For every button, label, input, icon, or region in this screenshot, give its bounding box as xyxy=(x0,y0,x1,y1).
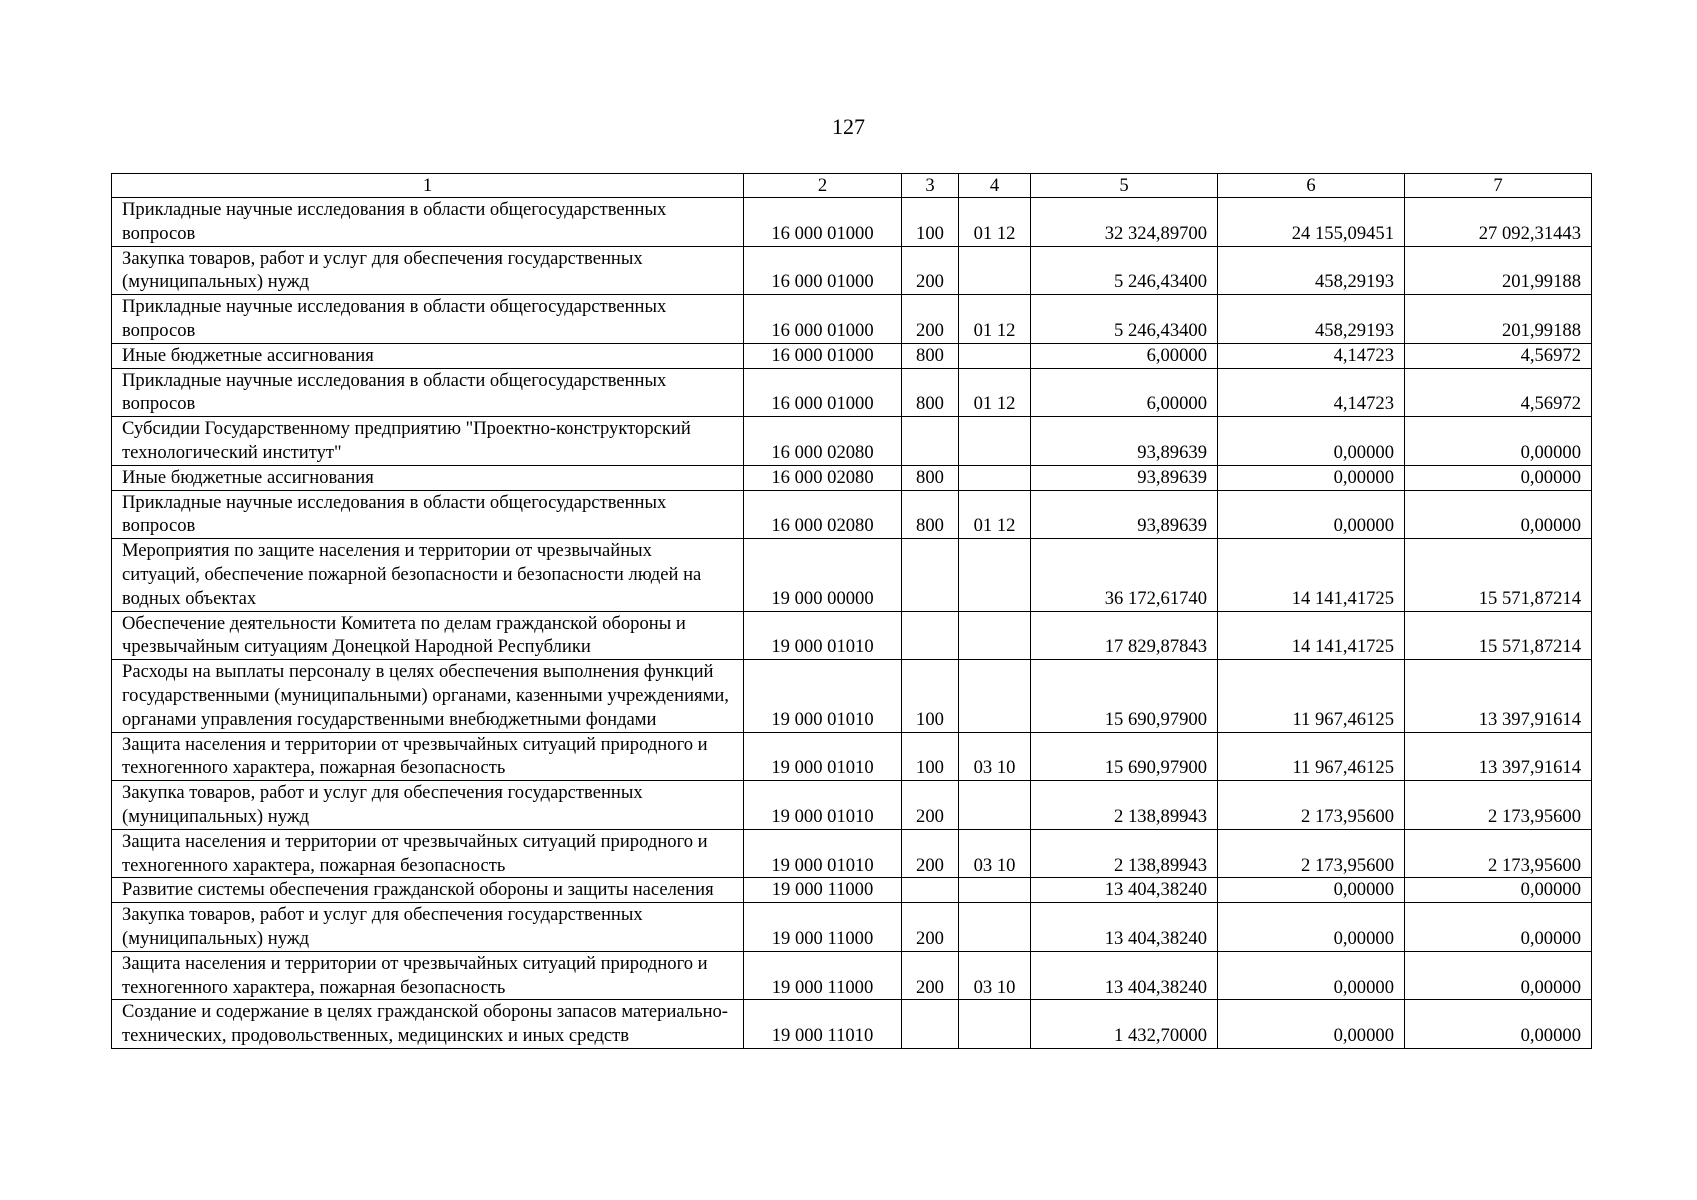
amount-col6: 14 141,41725 xyxy=(1218,539,1405,611)
section-code: 01 12 xyxy=(959,368,1031,417)
amount-col6: 11 967,46125 xyxy=(1218,660,1405,732)
amount-col7: 2 173,95600 xyxy=(1405,781,1592,830)
expense-name: Закупка товаров, работ и услуг для обеспечения государственных (муниципальных) нужд xyxy=(112,781,744,830)
amount-col5: 6,00000 xyxy=(1031,368,1218,417)
amount-col6: 14 141,41725 xyxy=(1218,611,1405,660)
section-code: 01 12 xyxy=(959,295,1031,344)
expense-name: Иные бюджетные ассигнования xyxy=(112,343,744,368)
target-article-code: 16 000 01000 xyxy=(744,198,902,247)
amount-col6: 2 173,95600 xyxy=(1218,829,1405,878)
target-article-code: 19 000 11010 xyxy=(744,1000,902,1049)
section-code xyxy=(959,781,1031,830)
table-row xyxy=(112,878,1592,903)
column-header: 2 xyxy=(744,174,902,198)
expense-type-code: 800 xyxy=(902,368,959,417)
amount-col5: 2 138,89943 xyxy=(1031,781,1218,830)
section-code xyxy=(959,343,1031,368)
table-row xyxy=(112,660,1592,732)
amount-col5: 15 690,97900 xyxy=(1031,732,1218,781)
target-article-code: 19 000 11000 xyxy=(744,951,902,1000)
expense-name: Субсидии Государственному предприятию "Проектно-конструкторский технологический институт" xyxy=(112,417,744,466)
expense-name: Прикладные научные исследования в области общегосударственных вопросов xyxy=(112,490,744,539)
amount-col5: 32 324,89700 xyxy=(1031,198,1218,247)
amount-col5: 13 404,38240 xyxy=(1031,951,1218,1000)
amount-col6: 0,00000 xyxy=(1218,903,1405,952)
amount-col7: 201,99188 xyxy=(1405,246,1592,295)
expense-name: Защита населения и территории от чрезвычайных ситуаций природного и техногенного характера, пожарная безопасность xyxy=(112,951,744,1000)
expense-name: Закупка товаров, работ и услуг для обеспечения государственных (муниципальных) нужд xyxy=(112,246,744,295)
table-row xyxy=(112,246,1592,295)
target-article-code: 19 000 01010 xyxy=(744,781,902,830)
amount-col6: 458,29193 xyxy=(1218,246,1405,295)
table-row xyxy=(112,829,1592,878)
amount-col7: 0,00000 xyxy=(1405,490,1592,539)
target-article-code: 19 000 00000 xyxy=(744,539,902,611)
section-code xyxy=(959,903,1031,952)
amount-col6: 24 155,09451 xyxy=(1218,198,1405,247)
amount-col7: 2 173,95600 xyxy=(1405,829,1592,878)
expense-type-code: 200 xyxy=(902,951,959,1000)
amount-col6: 11 967,46125 xyxy=(1218,732,1405,781)
column-header: 5 xyxy=(1031,174,1218,198)
section-code xyxy=(959,465,1031,490)
target-article-code: 19 000 01010 xyxy=(744,660,902,732)
expense-name: Защита населения и территории от чрезвычайных ситуаций природного и техногенного характера, пожарная безопасность xyxy=(112,732,744,781)
amount-col5: 36 172,61740 xyxy=(1031,539,1218,611)
expense-type-code: 800 xyxy=(902,465,959,490)
section-code: 03 10 xyxy=(959,951,1031,1000)
target-article-code: 16 000 01000 xyxy=(744,343,902,368)
expense-type-code: 200 xyxy=(902,295,959,344)
target-article-code: 19 000 01010 xyxy=(744,611,902,660)
budget-table xyxy=(111,173,1592,1049)
amount-col5: 5 246,43400 xyxy=(1031,246,1218,295)
table-row xyxy=(112,368,1592,417)
section-code xyxy=(959,539,1031,611)
amount-col6: 0,00000 xyxy=(1218,465,1405,490)
expense-type-code: 100 xyxy=(902,732,959,781)
table-header-row xyxy=(112,174,1592,198)
amount-col7: 13 397,91614 xyxy=(1405,660,1592,732)
amount-col5: 5 246,43400 xyxy=(1031,295,1218,344)
column-header: 3 xyxy=(902,174,959,198)
expense-type-code xyxy=(902,878,959,903)
expense-name: Мероприятия по защите населения и территории от чрезвычайных ситуаций, обеспечение пожарной безопасности и безопасности людей на водных объектах xyxy=(112,539,744,611)
amount-col6: 0,00000 xyxy=(1218,878,1405,903)
expense-type-code: 800 xyxy=(902,343,959,368)
section-code xyxy=(959,660,1031,732)
amount-col5: 93,89639 xyxy=(1031,465,1218,490)
target-article-code: 16 000 02080 xyxy=(744,417,902,466)
section-code xyxy=(959,878,1031,903)
amount-col7: 0,00000 xyxy=(1405,951,1592,1000)
expense-name: Прикладные научные исследования в области общегосударственных вопросов xyxy=(112,368,744,417)
table-row xyxy=(112,1000,1592,1049)
amount-col6: 2 173,95600 xyxy=(1218,781,1405,830)
amount-col5: 15 690,97900 xyxy=(1031,660,1218,732)
expense-type-code: 100 xyxy=(902,660,959,732)
expense-name: Иные бюджетные ассигнования xyxy=(112,465,744,490)
target-article-code: 16 000 01000 xyxy=(744,368,902,417)
expense-name: Создание и содержание в целях гражданской обороны запасов материально-технических, продовольственных, медицинских и иных средств xyxy=(112,1000,744,1049)
target-article-code: 19 000 11000 xyxy=(744,903,902,952)
amount-col5: 6,00000 xyxy=(1031,343,1218,368)
expense-type-code: 200 xyxy=(902,781,959,830)
amount-col7: 15 571,87214 xyxy=(1405,539,1592,611)
expense-type-code xyxy=(902,1000,959,1049)
table-row xyxy=(112,611,1592,660)
table-row xyxy=(112,781,1592,830)
column-header: 4 xyxy=(959,174,1031,198)
column-header: 6 xyxy=(1218,174,1405,198)
expense-type-code: 100 xyxy=(902,198,959,247)
expense-type-code xyxy=(902,417,959,466)
table-row xyxy=(112,490,1592,539)
table-row xyxy=(112,465,1592,490)
table-row xyxy=(112,343,1592,368)
amount-col5: 93,89639 xyxy=(1031,490,1218,539)
amount-col7: 15 571,87214 xyxy=(1405,611,1592,660)
amount-col6: 458,29193 xyxy=(1218,295,1405,344)
table-row xyxy=(112,198,1592,247)
expense-type-code: 200 xyxy=(902,246,959,295)
target-article-code: 16 000 02080 xyxy=(744,465,902,490)
amount-col5: 13 404,38240 xyxy=(1031,878,1218,903)
expense-type-code: 200 xyxy=(902,903,959,952)
amount-col6: 0,00000 xyxy=(1218,490,1405,539)
target-article-code: 16 000 02080 xyxy=(744,490,902,539)
expense-type-code xyxy=(902,611,959,660)
amount-col7: 201,99188 xyxy=(1405,295,1592,344)
amount-col5: 1 432,70000 xyxy=(1031,1000,1218,1049)
column-header: 1 xyxy=(112,174,744,198)
amount-col6: 0,00000 xyxy=(1218,417,1405,466)
amount-col5: 2 138,89943 xyxy=(1031,829,1218,878)
amount-col7: 13 397,91614 xyxy=(1405,732,1592,781)
table-row xyxy=(112,295,1592,344)
expense-name: Прикладные научные исследования в области общегосударственных вопросов xyxy=(112,198,744,247)
expense-type-code: 800 xyxy=(902,490,959,539)
table-row xyxy=(112,951,1592,1000)
amount-col6: 4,14723 xyxy=(1218,368,1405,417)
table-row xyxy=(112,539,1592,611)
amount-col7: 4,56972 xyxy=(1405,368,1592,417)
section-code xyxy=(959,611,1031,660)
amount-col7: 0,00000 xyxy=(1405,1000,1592,1049)
amount-col7: 0,00000 xyxy=(1405,878,1592,903)
amount-col5: 93,89639 xyxy=(1031,417,1218,466)
expense-name: Прикладные научные исследования в области общегосударственных вопросов xyxy=(112,295,744,344)
target-article-code: 19 000 11000 xyxy=(744,878,902,903)
target-article-code: 16 000 01000 xyxy=(744,295,902,344)
amount-col5: 13 404,38240 xyxy=(1031,903,1218,952)
section-code xyxy=(959,246,1031,295)
amount-col5: 17 829,87843 xyxy=(1031,611,1218,660)
section-code xyxy=(959,417,1031,466)
amount-col6: 4,14723 xyxy=(1218,343,1405,368)
target-article-code: 19 000 01010 xyxy=(744,732,902,781)
expense-name: Развитие системы обеспечения гражданской обороны и защиты населения xyxy=(112,878,744,903)
expense-type-code: 200 xyxy=(902,829,959,878)
section-code: 01 12 xyxy=(959,198,1031,247)
amount-col7: 0,00000 xyxy=(1405,465,1592,490)
expense-name: Расходы на выплаты персоналу в целях обеспечения выполнения функций государственными (муниципальными) органами, казенными учреждениями, органами управления государственными внебюджетными фондами xyxy=(112,660,744,732)
amount-col7: 0,00000 xyxy=(1405,417,1592,466)
table-row xyxy=(112,417,1592,466)
column-header: 7 xyxy=(1405,174,1592,198)
expense-name: Обеспечение деятельности Комитета по делам гражданской обороны и чрезвычайным ситуациям Донецкой Народной Республики xyxy=(112,611,744,660)
table-row xyxy=(112,732,1592,781)
amount-col7: 0,00000 xyxy=(1405,903,1592,952)
section-code: 03 10 xyxy=(959,732,1031,781)
expense-name: Закупка товаров, работ и услуг для обеспечения государственных (муниципальных) нужд xyxy=(112,903,744,952)
target-article-code: 16 000 01000 xyxy=(744,246,902,295)
expense-name: Защита населения и территории от чрезвычайных ситуаций природного и техногенного характера, пожарная безопасность xyxy=(112,829,744,878)
page-number: 127 xyxy=(832,114,865,139)
section-code: 03 10 xyxy=(959,829,1031,878)
amount-col7: 4,56972 xyxy=(1405,343,1592,368)
target-article-code: 19 000 01010 xyxy=(744,829,902,878)
expense-type-code xyxy=(902,539,959,611)
amount-col6: 0,00000 xyxy=(1218,951,1405,1000)
amount-col6: 0,00000 xyxy=(1218,1000,1405,1049)
table-row xyxy=(112,903,1592,952)
amount-col7: 27 092,31443 xyxy=(1405,198,1592,247)
section-code xyxy=(959,1000,1031,1049)
section-code: 01 12 xyxy=(959,490,1031,539)
